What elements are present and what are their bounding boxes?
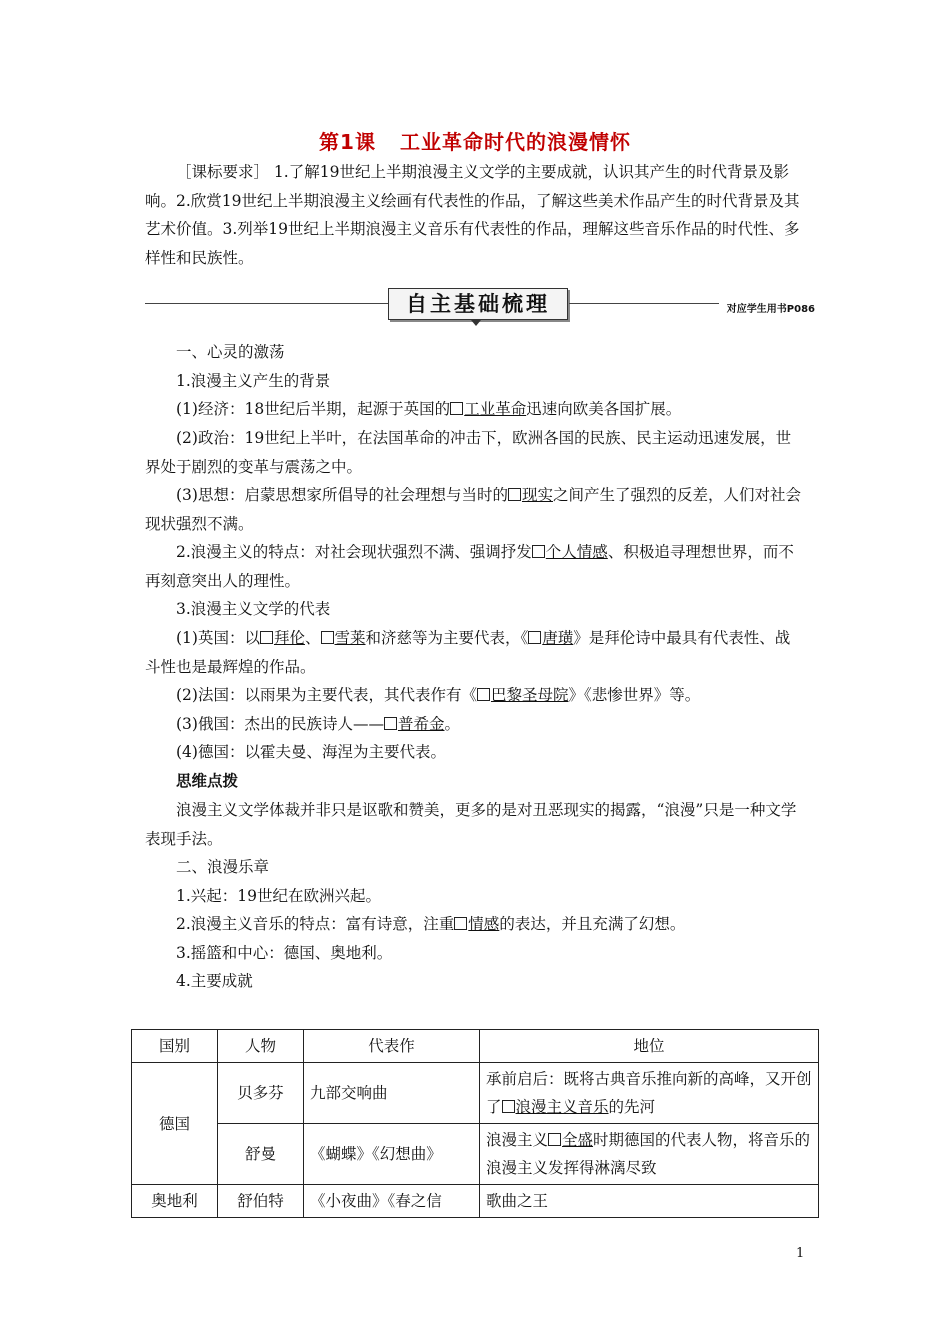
france-line: (2)法国：以雨果为主要代表，其代表作有《 巴黎圣母院》《悲惨世界》等。 (176, 686, 701, 704)
checkbox-icon (384, 717, 397, 730)
banner-label: 自主基础梳理 (388, 288, 568, 320)
table-row (132, 1063, 819, 1124)
tip-text: 浪漫主义文学体裁并非只是讴歌和赞美，更多的是对丑恶现实的揭露，“浪漫”只是一种文学表现手法。 (145, 801, 797, 848)
checkbox-icon (548, 1133, 561, 1146)
banner-arrow-icon (471, 320, 481, 326)
table-header: 地位 (480, 1030, 819, 1063)
section2-heading: 二、浪漫乐章 (176, 858, 270, 876)
curriculum-requirements: ［课标要求］ 1.了解19世纪上半期浪漫主义文学的主要成就，认识其产生的时代背景及影响。2.欣赏19世纪上半期浪漫主义绘画有代表性的作品，了解这些美术作品产生的时代背景及其艺术价值。3.列举19世纪上半期浪漫主义音乐有代表性的作品，理解这些音乐作品的时代性、多样性和民族性。 (145, 163, 800, 267)
tip-heading: 思维点拨 (176, 772, 239, 790)
checkbox-icon (508, 488, 521, 501)
features-paragraph: 2.浪漫主义的特点：对社会现状强烈不满、强调抒发 个人情感、积极追寻理想世界，而不再刻意突出人的理性。 (145, 543, 794, 590)
lesson-name: 工业革命时代的浪漫情怀 (399, 130, 631, 154)
page-title (0, 126, 950, 155)
table-row (132, 1124, 819, 1185)
background-heading: 1.浪漫主义产生的背景 (176, 372, 331, 390)
thought-paragraph: (3)思想：启蒙思想家所倡导的社会理想与当时的 现实之间产生了强烈的反差，人们对社会现状强烈不满。 (145, 486, 801, 533)
music-rise: 1.兴起：19世纪在欧洲兴起。 (176, 887, 382, 905)
achievements-table (131, 1029, 819, 1218)
table-row (132, 1185, 819, 1218)
table-header-row (132, 1030, 819, 1063)
checkbox-icon (260, 631, 273, 644)
germany-line: (4)德国：以霍夫曼、海涅为主要代表。 (176, 743, 446, 761)
country-cell: 奥地利 (132, 1185, 218, 1218)
checkbox-icon (450, 402, 463, 415)
checkbox-icon (528, 631, 541, 644)
table-header: 代表作 (304, 1030, 480, 1063)
person-cell: 舒伯特 (218, 1185, 304, 1218)
table-header: 人物 (218, 1030, 304, 1063)
banner-reference: 对应学生用书P086 (726, 304, 815, 315)
politics-paragraph: (2)政治：19世纪上半叶，在法国革命的冲击下，欧洲各国的民族、民主运动迅速发展，世界处于剧烈的变革与震荡之中。 (145, 429, 792, 476)
banner-rule-right (569, 303, 719, 304)
work-cell: 《小夜曲》《春之信 (304, 1185, 480, 1218)
checkbox-icon (502, 1100, 515, 1113)
status-cell: 承前启后：既将古典音乐推向新的高峰，又开创了 浪漫主义音乐的先河 (480, 1063, 819, 1124)
checkbox-icon (454, 917, 467, 930)
lesson-number: 第1课 (319, 130, 376, 154)
banner-rule-left (145, 303, 388, 304)
england-paragraph: (1)英国：以 拜伦、 雪莱和济慈等为主要代表，《 唐璜》是拜伦诗中最具有代表性、战斗性也是最辉煌的作品。 (145, 629, 791, 676)
page-number: 1 (796, 1246, 805, 1261)
literature-heading: 3.浪漫主义文学的代表 (176, 600, 331, 618)
status-cell: 浪漫主义 全盛时期德国的代表人物，将音乐的浪漫主义发挥得淋漓尽致 (480, 1124, 819, 1185)
work-cell: 《蝴蝶》《幻想曲》 (304, 1124, 480, 1185)
work-cell: 九部交响曲 (304, 1063, 480, 1124)
music-achievements: 4.主要成就 (176, 972, 253, 990)
checkbox-icon (532, 545, 545, 558)
music-features: 2.浪漫主义音乐的特点：富有诗意，注重 情感的表达，并且充满了幻想。 (176, 915, 686, 933)
economy-line: (1)经济：18世纪后半期，起源于英国的 工业革命迅速向欧美各国扩展。 (176, 400, 682, 418)
checkbox-icon (477, 688, 490, 701)
music-center: 3.摇篮和中心：德国、奥地利。 (176, 944, 393, 962)
table-header: 国别 (132, 1030, 218, 1063)
section-banner (145, 286, 815, 322)
section1-heading: 一、心灵的激荡 (176, 343, 285, 361)
russia-line: (3)俄国：杰出的民族诗人—— 普希金。 (176, 715, 460, 733)
checkbox-icon (321, 631, 334, 644)
person-cell: 舒曼 (218, 1124, 304, 1185)
person-cell: 贝多芬 (218, 1063, 304, 1124)
country-cell: 德国 (132, 1063, 218, 1185)
status-cell: 歌曲之王 (480, 1185, 819, 1218)
